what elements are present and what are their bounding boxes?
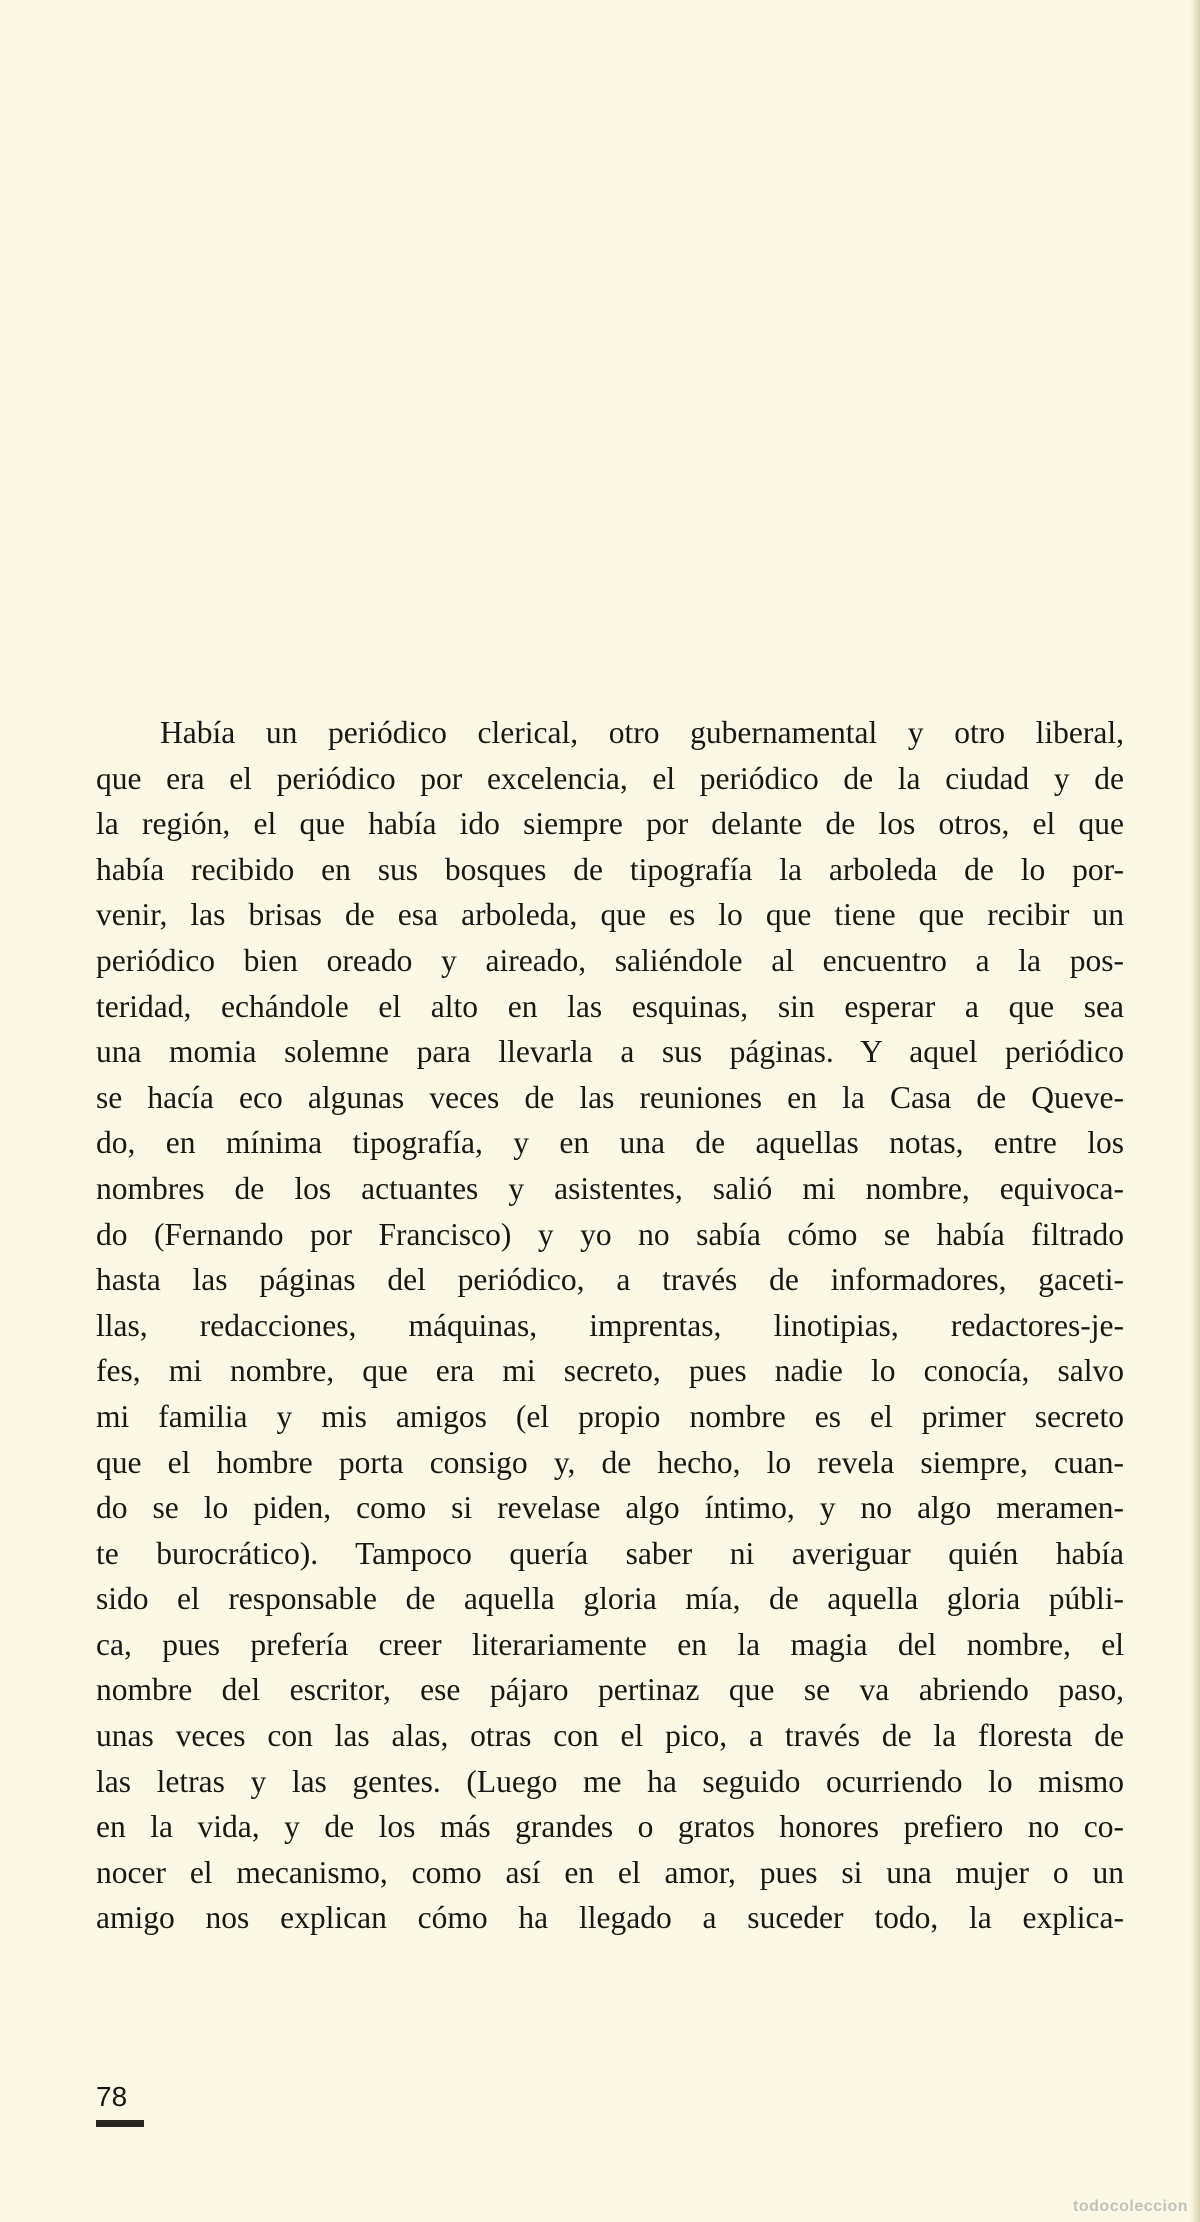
page-number-rule (96, 2120, 144, 2127)
text-line: que era el periódico por excelencia, el periódico de la ciudad y de (96, 760, 1124, 796)
text-line: do se lo piden, como si revelase algo íntimo, y no algo meramen- (96, 1490, 1124, 1526)
text-line: nombre del escritor, ese pájaro pertinaz que se va abriendo paso, (96, 1672, 1124, 1708)
text-line: periódico bien oreado y aireado, saliéndole al encuentro a la pos- (96, 942, 1124, 978)
text-line: sido el responsable de aquella gloria mía, de aquella gloria públi- (96, 1581, 1124, 1617)
text-line: fes, mi nombre, que era mi secreto, pues nadie lo conocía, salvo (96, 1353, 1124, 1389)
text-line: hasta las páginas del periódico, a través de informadores, gaceti- (96, 1262, 1124, 1298)
page-number: 78 (96, 2081, 128, 2112)
text-line: do, en mínima tipografía, y en una de aquellas notas, entre los (96, 1125, 1124, 1161)
body-paragraph (96, 710, 1124, 1941)
text-line: una momia solemne para llevarla a sus páginas. Y aquel periódico (96, 1034, 1124, 1070)
text-line: mi familia y mis amigos (el propio nombre es el primer secreto (96, 1398, 1124, 1434)
text-line: había recibido en sus bosques de tipografía la arboleda de lo por- (96, 851, 1124, 887)
watermark-logo: todocoleccion (1073, 2198, 1188, 2215)
text-line: que el hombre porta consigo y, de hecho, lo revela siempre, cuan- (96, 1444, 1124, 1480)
text-line: teridad, echándole el alto en las esquinas, sin esperar a que sea (96, 988, 1124, 1024)
text-line: amigo nos explican cómo ha llegado a suceder todo, la explica- (96, 1900, 1124, 1936)
text-line: las letras y las gentes. (Luego me ha seguido ocurriendo lo mismo (96, 1763, 1124, 1799)
text-line: ca, pues prefería creer literariamente en la magia del nombre, el (96, 1626, 1124, 1662)
text-line: te burocrático). Tampoco quería saber ni averiguar quién había (96, 1535, 1124, 1571)
text-line: la región, el que había ido siempre por delante de los otros, el que (96, 806, 1124, 842)
text-line: do (Fernando por Francisco) y yo no sabía cómo se había filtrado (96, 1216, 1124, 1252)
page-edge-shadow (1190, 0, 1200, 2222)
text-line: unas veces con las alas, otras con el pico, a través de la floresta de (96, 1718, 1124, 1754)
text-line: Había un periódico clerical, otro gubernamental y otro liberal, (160, 715, 1124, 750)
text-line: nombres de los actuantes y asistentes, salió mi nombre, equivoca- (96, 1170, 1124, 1206)
text-line: nocer el mecanismo, como así en el amor, pues si una mujer o un (96, 1854, 1124, 1890)
text-line: se hacía eco algunas veces de las reuniones en la Casa de Queve- (96, 1079, 1124, 1115)
text-line: venir, las brisas de esa arboleda, que es lo que tiene que recibir un (96, 897, 1124, 933)
text-line: en la vida, y de los más grandes o gratos honores prefiero no co- (96, 1809, 1124, 1845)
text-line: llas, redacciones, máquinas, imprentas, linotipias, redactores-je- (96, 1307, 1124, 1343)
